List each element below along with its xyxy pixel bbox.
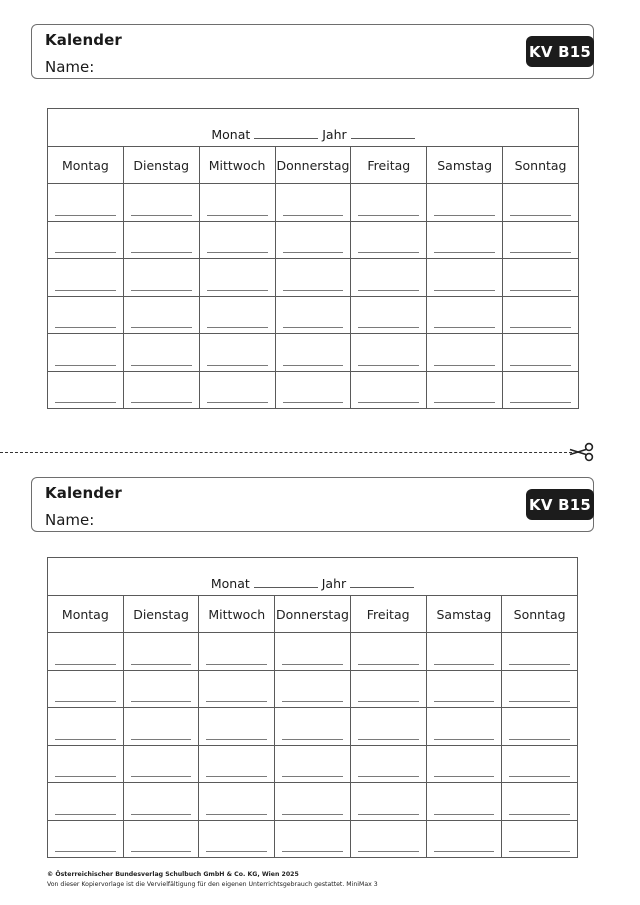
calendar-sheet-bottom (0, 453, 640, 905)
day-write-line (509, 664, 570, 665)
day-write-line (131, 664, 192, 665)
day-write-line (434, 701, 495, 702)
day-cell[interactable] (123, 633, 199, 671)
day-cell[interactable] (275, 670, 351, 708)
day-header: Samstag (426, 596, 502, 633)
day-write-line (434, 290, 495, 291)
day-cell[interactable] (426, 633, 502, 671)
day-cell[interactable] (350, 820, 426, 858)
day-cell[interactable] (48, 783, 124, 821)
day-write-line (131, 402, 192, 403)
day-cell[interactable] (199, 296, 275, 334)
day-write-line (55, 664, 116, 665)
day-write-line (434, 252, 495, 253)
day-cell[interactable] (199, 783, 275, 821)
day-cell[interactable] (427, 221, 503, 259)
day-write-line (358, 776, 419, 777)
day-cell[interactable] (351, 296, 427, 334)
day-write-line (358, 365, 419, 366)
header-box (31, 24, 594, 79)
day-cell[interactable] (350, 633, 426, 671)
footer-copyright: © Österreichischer Bundesverlag Schulbuch GmbH & Co. KG, Wien 2025 (47, 871, 299, 878)
day-cell[interactable] (502, 633, 578, 671)
day-cell[interactable] (48, 184, 124, 222)
day-write-line (282, 814, 343, 815)
day-cell[interactable] (503, 334, 579, 372)
day-cell[interactable] (123, 670, 199, 708)
week-row (48, 259, 579, 297)
day-write-line (131, 701, 192, 702)
day-cell[interactable] (123, 221, 199, 259)
day-write-line (55, 327, 116, 328)
day-write-line (131, 327, 192, 328)
day-cell[interactable] (350, 708, 426, 746)
day-cell[interactable] (123, 708, 199, 746)
day-write-line (131, 776, 192, 777)
day-write-line (509, 814, 570, 815)
day-write-line (434, 664, 495, 665)
week-row (48, 221, 579, 259)
week-row (48, 783, 578, 821)
header-title: Kalender (45, 31, 122, 49)
week-row (48, 334, 579, 372)
day-write-line (206, 776, 267, 777)
day-header: Samstag (427, 147, 503, 184)
day-cell[interactable] (48, 259, 124, 297)
day-write-line (131, 851, 192, 852)
week-row (48, 708, 578, 746)
day-cell[interactable] (351, 221, 427, 259)
day-write-line (434, 814, 495, 815)
day-cell[interactable] (275, 783, 351, 821)
day-cell[interactable] (48, 633, 124, 671)
day-write-line (282, 739, 343, 740)
day-header: Dienstag (123, 596, 199, 633)
day-write-line (510, 252, 571, 253)
day-cell[interactable] (427, 334, 503, 372)
day-cell[interactable] (426, 783, 502, 821)
day-write-line (55, 290, 116, 291)
day-write-line (510, 402, 571, 403)
year-blank[interactable] (350, 587, 414, 588)
day-header: Montag (48, 596, 124, 633)
year-label: Jahr (321, 576, 347, 591)
day-cell[interactable] (123, 820, 199, 858)
day-cell[interactable] (427, 296, 503, 334)
day-write-line (207, 252, 268, 253)
month-blank[interactable] (254, 138, 318, 139)
day-cell[interactable] (351, 259, 427, 297)
day-write-line (358, 327, 419, 328)
footer (47, 870, 607, 890)
day-write-line (509, 851, 570, 852)
month-year-row (48, 109, 579, 147)
day-write-line (131, 215, 192, 216)
day-cell[interactable] (275, 334, 351, 372)
day-cell[interactable] (275, 259, 351, 297)
day-write-line (207, 290, 268, 291)
weeks-body (48, 633, 578, 858)
day-write-line (510, 290, 571, 291)
day-cell[interactable] (199, 708, 275, 746)
day-write-line (358, 701, 419, 702)
day-cell[interactable] (48, 708, 124, 746)
day-cell[interactable] (199, 221, 275, 259)
day-cell[interactable] (426, 708, 502, 746)
day-cell[interactable] (351, 184, 427, 222)
day-cell[interactable] (199, 371, 275, 409)
day-write-line (131, 814, 192, 815)
day-cell[interactable] (48, 820, 124, 858)
day-write-line (55, 365, 116, 366)
day-write-line (207, 365, 268, 366)
day-header: Mittwoch (199, 596, 275, 633)
day-write-line (131, 365, 192, 366)
day-cell[interactable] (502, 745, 578, 783)
day-cell[interactable] (502, 820, 578, 858)
day-header: Sonntag (502, 596, 578, 633)
week-row (48, 371, 579, 409)
day-write-line (509, 701, 570, 702)
day-write-line (55, 851, 116, 852)
day-cell[interactable] (503, 259, 579, 297)
day-cell[interactable] (48, 221, 124, 259)
day-write-line (510, 215, 571, 216)
day-cell[interactable] (48, 670, 124, 708)
header-title: Kalender (45, 484, 122, 502)
day-cell[interactable] (427, 259, 503, 297)
day-write-line (283, 252, 344, 253)
day-header: Mittwoch (199, 147, 275, 184)
calendar-table (47, 108, 579, 409)
week-row (48, 820, 578, 858)
day-write-line (434, 402, 495, 403)
day-cell[interactable] (123, 296, 199, 334)
day-write-line (434, 739, 495, 740)
name-label: Name: (45, 58, 95, 76)
day-cell[interactable] (350, 670, 426, 708)
day-cell[interactable] (427, 184, 503, 222)
month-blank[interactable] (254, 587, 318, 588)
day-write-line (55, 701, 116, 702)
day-write-line (434, 327, 495, 328)
weeks-body (48, 184, 579, 409)
day-write-line (434, 365, 495, 366)
day-cell[interactable] (275, 296, 351, 334)
day-write-line (282, 776, 343, 777)
day-write-line (358, 814, 419, 815)
day-write-line (55, 215, 116, 216)
day-cell[interactable] (48, 371, 124, 409)
day-write-line (207, 402, 268, 403)
day-cell[interactable] (350, 745, 426, 783)
day-cell[interactable] (123, 334, 199, 372)
day-write-line (55, 776, 116, 777)
month-year-row (48, 558, 578, 596)
day-cell[interactable] (350, 783, 426, 821)
day-cell[interactable] (199, 184, 275, 222)
day-cell[interactable] (502, 670, 578, 708)
day-write-line (131, 252, 192, 253)
day-cell[interactable] (275, 633, 351, 671)
day-header: Donnerstag (275, 147, 351, 184)
day-cell[interactable] (123, 259, 199, 297)
day-cell[interactable] (199, 745, 275, 783)
day-write-line (206, 701, 267, 702)
day-header: Freitag (350, 596, 426, 633)
day-write-line (206, 851, 267, 852)
day-cell[interactable] (426, 745, 502, 783)
day-header: Dienstag (123, 147, 199, 184)
day-write-line (358, 739, 419, 740)
day-cell[interactable] (503, 296, 579, 334)
day-cell[interactable] (275, 745, 351, 783)
day-write-line (207, 215, 268, 216)
day-cell[interactable] (123, 745, 199, 783)
day-cell[interactable] (275, 820, 351, 858)
day-write-line (283, 365, 344, 366)
year-label: Jahr (322, 127, 347, 142)
name-label: Name: (45, 511, 95, 529)
day-cell[interactable] (502, 783, 578, 821)
day-write-line (55, 402, 116, 403)
day-write-line (131, 739, 192, 740)
day-write-line (510, 365, 571, 366)
day-write-line (358, 851, 419, 852)
year-blank[interactable] (351, 138, 415, 139)
day-write-line (206, 739, 267, 740)
day-write-line (358, 252, 419, 253)
day-write-line (282, 701, 343, 702)
day-cell[interactable] (502, 708, 578, 746)
week-row (48, 296, 579, 334)
day-write-line (434, 215, 495, 216)
day-write-line (283, 290, 344, 291)
day-cell[interactable] (48, 745, 124, 783)
day-cell[interactable] (351, 334, 427, 372)
day-write-line (282, 851, 343, 852)
day-cell[interactable] (503, 371, 579, 409)
day-cell[interactable] (427, 371, 503, 409)
day-cell[interactable] (275, 184, 351, 222)
week-row (48, 670, 578, 708)
week-row (48, 633, 578, 671)
day-cell[interactable] (48, 296, 124, 334)
day-header: Donnerstag (275, 596, 351, 633)
day-cell[interactable] (426, 820, 502, 858)
day-cell[interactable] (123, 783, 199, 821)
day-cell[interactable] (199, 670, 275, 708)
day-cell[interactable] (503, 221, 579, 259)
day-cell[interactable] (48, 334, 124, 372)
day-write-line (509, 739, 570, 740)
day-cell[interactable] (199, 820, 275, 858)
day-cell[interactable] (199, 259, 275, 297)
day-cell[interactable] (275, 221, 351, 259)
day-write-line (358, 215, 419, 216)
day-cell[interactable] (426, 670, 502, 708)
day-write-line (206, 664, 267, 665)
footer-notice: Von dieser Kopiervorlage ist die Vervielfältigung für den eigenen Unterrichtsgebrauch gestattet. MiniMax 3 (47, 881, 378, 888)
day-write-line (207, 327, 268, 328)
header-box (31, 477, 594, 532)
day-write-line (434, 776, 495, 777)
day-write-line (55, 252, 116, 253)
day-header: Montag (48, 147, 124, 184)
month-label: Monat (211, 127, 251, 142)
day-write-line (358, 664, 419, 665)
day-write-line (509, 776, 570, 777)
kv-badge: KV B15 (526, 489, 594, 520)
day-cell[interactable] (275, 708, 351, 746)
day-write-line (131, 290, 192, 291)
day-write-line (55, 814, 116, 815)
day-write-line (358, 402, 419, 403)
day-write-line (55, 739, 116, 740)
day-write-line (283, 402, 344, 403)
day-cell[interactable] (199, 334, 275, 372)
day-write-line (283, 327, 344, 328)
day-header: Freitag (351, 147, 427, 184)
day-write-line (434, 851, 495, 852)
day-header: Sonntag (503, 147, 579, 184)
day-write-line (206, 814, 267, 815)
day-cell[interactable] (123, 371, 199, 409)
day-write-line (510, 327, 571, 328)
day-cell[interactable] (123, 184, 199, 222)
day-cell[interactable] (275, 371, 351, 409)
week-row (48, 745, 578, 783)
day-write-line (282, 664, 343, 665)
day-write-line (358, 290, 419, 291)
day-cell[interactable] (351, 371, 427, 409)
day-write-line (283, 215, 344, 216)
day-cell[interactable] (199, 633, 275, 671)
week-row (48, 184, 579, 222)
kv-badge: KV B15 (526, 36, 594, 67)
day-cell[interactable] (503, 184, 579, 222)
month-label: Monat (210, 576, 250, 591)
calendar-table (47, 557, 578, 858)
